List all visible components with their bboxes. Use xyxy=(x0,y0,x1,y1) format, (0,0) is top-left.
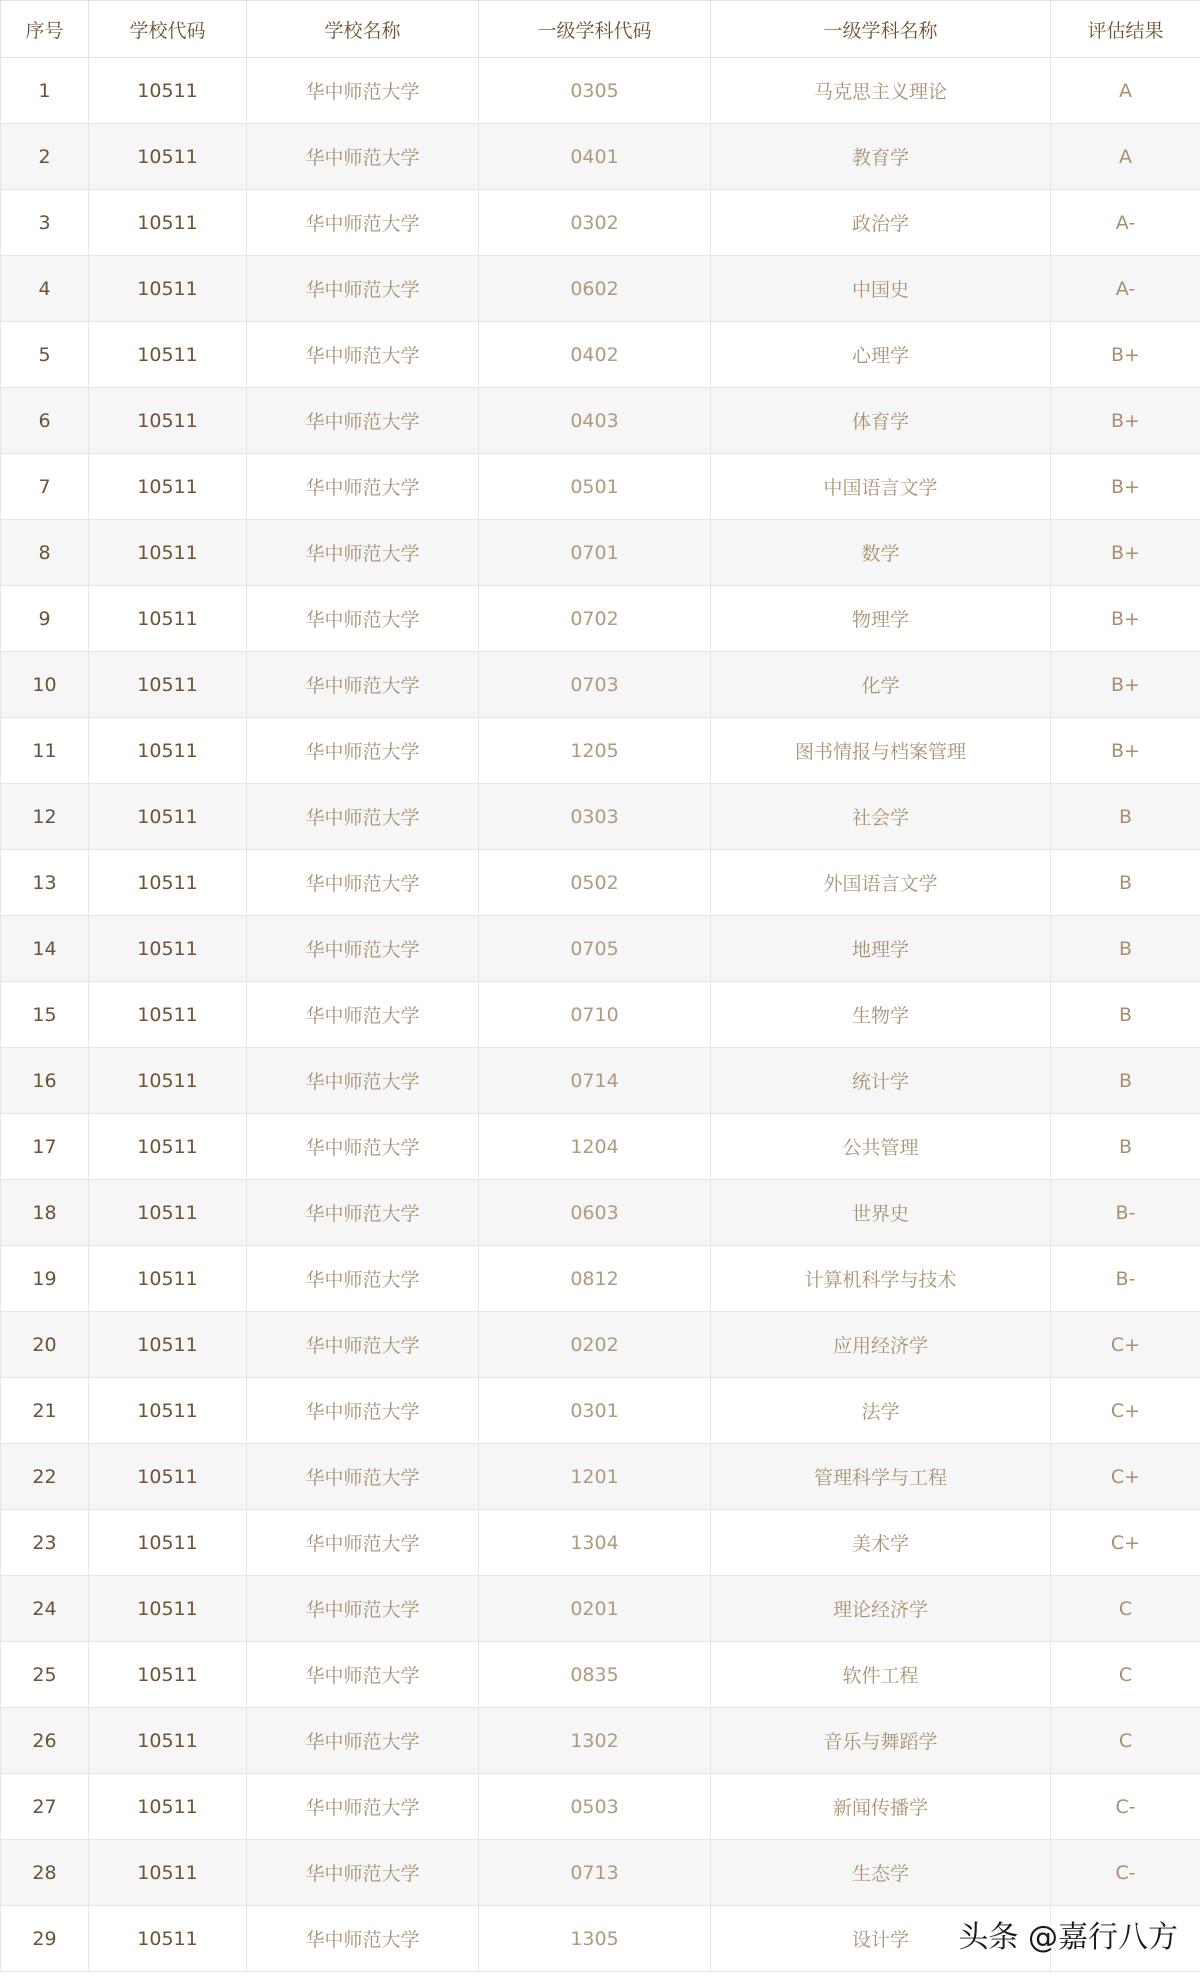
school-name: 华中师范大学 xyxy=(247,1906,479,1972)
school-code: 10511 xyxy=(89,1708,247,1774)
discipline-name: 体育学 xyxy=(711,388,1051,454)
evaluation-result: B- xyxy=(1051,1246,1200,1312)
discipline-code: 0303 xyxy=(479,784,711,850)
school-code: 10511 xyxy=(89,58,247,124)
evaluation-result: B xyxy=(1051,982,1200,1048)
table-row xyxy=(1,124,1200,190)
row-index: 3 xyxy=(1,190,89,256)
discipline-code: 0402 xyxy=(479,322,711,388)
evaluation-result: C+ xyxy=(1051,1510,1200,1576)
table-header xyxy=(1,1,1200,58)
table-row xyxy=(1,58,1200,124)
table-row xyxy=(1,1378,1200,1444)
discipline-name: 计算机科学与技术 xyxy=(711,1246,1051,1312)
school-code: 10511 xyxy=(89,586,247,652)
school-code: 10511 xyxy=(89,1312,247,1378)
row-index: 15 xyxy=(1,982,89,1048)
table-row xyxy=(1,982,1200,1048)
discipline-code: 0401 xyxy=(479,124,711,190)
row-index: 29 xyxy=(1,1906,89,1972)
discipline-code: 0302 xyxy=(479,190,711,256)
discipline-name: 外国语言文学 xyxy=(711,850,1051,916)
row-index: 19 xyxy=(1,1246,89,1312)
row-index: 6 xyxy=(1,388,89,454)
school-code: 10511 xyxy=(89,652,247,718)
row-index: 16 xyxy=(1,1048,89,1114)
row-index: 12 xyxy=(1,784,89,850)
evaluation-result: C xyxy=(1051,1576,1200,1642)
discipline-code: 0702 xyxy=(479,586,711,652)
row-index: 28 xyxy=(1,1840,89,1906)
table-row xyxy=(1,586,1200,652)
discipline-name: 中国史 xyxy=(711,256,1051,322)
school-code: 10511 xyxy=(89,256,247,322)
school-name: 华中师范大学 xyxy=(247,388,479,454)
row-index: 27 xyxy=(1,1774,89,1840)
school-name: 华中师范大学 xyxy=(247,1642,479,1708)
row-index: 1 xyxy=(1,58,89,124)
discipline-name: 设计学 xyxy=(711,1906,1051,1972)
table-row xyxy=(1,388,1200,454)
discipline-code: 1205 xyxy=(479,718,711,784)
discipline-code: 0602 xyxy=(479,256,711,322)
header-index: 序号 xyxy=(1,1,89,58)
school-name: 华中师范大学 xyxy=(247,1708,479,1774)
table-row xyxy=(1,1444,1200,1510)
discipline-name: 图书情报与档案管理 xyxy=(711,718,1051,784)
evaluation-result: B xyxy=(1051,850,1200,916)
table-row xyxy=(1,1246,1200,1312)
table-row xyxy=(1,1774,1200,1840)
school-name: 华中师范大学 xyxy=(247,1246,479,1312)
school-code: 10511 xyxy=(89,1642,247,1708)
discipline-name: 管理科学与工程 xyxy=(711,1444,1051,1510)
evaluation-result: B xyxy=(1051,1048,1200,1114)
row-index: 9 xyxy=(1,586,89,652)
table-row xyxy=(1,1048,1200,1114)
discipline-name: 统计学 xyxy=(711,1048,1051,1114)
school-name: 华中师范大学 xyxy=(247,718,479,784)
row-index: 17 xyxy=(1,1114,89,1180)
row-index: 7 xyxy=(1,454,89,520)
discipline-name: 新闻传播学 xyxy=(711,1774,1051,1840)
discipline-code: 0714 xyxy=(479,1048,711,1114)
discipline-code: 0201 xyxy=(479,1576,711,1642)
school-code: 10511 xyxy=(89,190,247,256)
school-code: 10511 xyxy=(89,1114,247,1180)
school-name: 华中师范大学 xyxy=(247,322,479,388)
row-index: 24 xyxy=(1,1576,89,1642)
table-row xyxy=(1,784,1200,850)
discipline-name: 物理学 xyxy=(711,586,1051,652)
school-name: 华中师范大学 xyxy=(247,1774,479,1840)
evaluation-result: B+ xyxy=(1051,520,1200,586)
evaluation-result: B xyxy=(1051,1114,1200,1180)
school-name: 华中师范大学 xyxy=(247,454,479,520)
school-code: 10511 xyxy=(89,124,247,190)
school-code: 10511 xyxy=(89,850,247,916)
discipline-name: 心理学 xyxy=(711,322,1051,388)
discipline-code: 1305 xyxy=(479,1906,711,1972)
discipline-name: 地理学 xyxy=(711,916,1051,982)
discipline-name: 生物学 xyxy=(711,982,1051,1048)
school-code: 10511 xyxy=(89,1774,247,1840)
school-name: 华中师范大学 xyxy=(247,1114,479,1180)
evaluation-result: B+ xyxy=(1051,718,1200,784)
row-index: 4 xyxy=(1,256,89,322)
discipline-code: 1204 xyxy=(479,1114,711,1180)
row-index: 18 xyxy=(1,1180,89,1246)
school-code: 10511 xyxy=(89,1906,247,1972)
school-code: 10511 xyxy=(89,1378,247,1444)
discipline-name: 法学 xyxy=(711,1378,1051,1444)
table-row xyxy=(1,1114,1200,1180)
school-name: 华中师范大学 xyxy=(247,1180,479,1246)
school-name: 华中师范大学 xyxy=(247,982,479,1048)
discipline-code: 0701 xyxy=(479,520,711,586)
school-code: 10511 xyxy=(89,388,247,454)
school-name: 华中师范大学 xyxy=(247,1576,479,1642)
school-name: 华中师范大学 xyxy=(247,1048,479,1114)
school-code: 10511 xyxy=(89,916,247,982)
school-code: 10511 xyxy=(89,1444,247,1510)
discipline-code: 0301 xyxy=(479,1378,711,1444)
evaluation-result: C xyxy=(1051,1708,1200,1774)
evaluation-result: A xyxy=(1051,124,1200,190)
discipline-code: 1201 xyxy=(479,1444,711,1510)
table-row xyxy=(1,916,1200,982)
header-discipline-code: 一级学科代码 xyxy=(479,1,711,58)
school-code: 10511 xyxy=(89,520,247,586)
evaluation-result: B+ xyxy=(1051,586,1200,652)
header-school-code: 学校代码 xyxy=(89,1,247,58)
school-name: 华中师范大学 xyxy=(247,916,479,982)
discipline-name: 理论经济学 xyxy=(711,1576,1051,1642)
row-index: 2 xyxy=(1,124,89,190)
table-row xyxy=(1,520,1200,586)
school-code: 10511 xyxy=(89,1510,247,1576)
discipline-name: 化学 xyxy=(711,652,1051,718)
row-index: 14 xyxy=(1,916,89,982)
evaluation-result: C+ xyxy=(1051,1444,1200,1510)
table-row xyxy=(1,1180,1200,1246)
discipline-name: 数学 xyxy=(711,520,1051,586)
discipline-name: 教育学 xyxy=(711,124,1051,190)
table-body xyxy=(1,58,1200,1972)
school-name: 华中师范大学 xyxy=(247,256,479,322)
row-index: 11 xyxy=(1,718,89,784)
discipline-name: 马克思主义理论 xyxy=(711,58,1051,124)
table-row xyxy=(1,1840,1200,1906)
row-index: 20 xyxy=(1,1312,89,1378)
discipline-code: 0603 xyxy=(479,1180,711,1246)
evaluation-result: C xyxy=(1051,1642,1200,1708)
school-name: 华中师范大学 xyxy=(247,850,479,916)
discipline-name: 音乐与舞蹈学 xyxy=(711,1708,1051,1774)
school-name: 华中师范大学 xyxy=(247,58,479,124)
table-row xyxy=(1,1708,1200,1774)
discipline-code: 0705 xyxy=(479,916,711,982)
evaluation-result: B+ xyxy=(1051,454,1200,520)
table-row xyxy=(1,256,1200,322)
discipline-code: 0502 xyxy=(479,850,711,916)
evaluation-result: A xyxy=(1051,58,1200,124)
evaluation-result: C- xyxy=(1051,1840,1200,1906)
school-code: 10511 xyxy=(89,784,247,850)
discipline-code: 0703 xyxy=(479,652,711,718)
evaluation-result: B+ xyxy=(1051,388,1200,454)
evaluation-result: C+ xyxy=(1051,1312,1200,1378)
school-name: 华中师范大学 xyxy=(247,1840,479,1906)
table-row xyxy=(1,454,1200,520)
discipline-code: 0710 xyxy=(479,982,711,1048)
school-name: 华中师范大学 xyxy=(247,652,479,718)
school-code: 10511 xyxy=(89,1048,247,1114)
school-name: 华中师范大学 xyxy=(247,1510,479,1576)
table-row xyxy=(1,190,1200,256)
discipline-code: 1302 xyxy=(479,1708,711,1774)
discipline-code: 0403 xyxy=(479,388,711,454)
evaluation-result: B- xyxy=(1051,1180,1200,1246)
school-code: 10511 xyxy=(89,1840,247,1906)
row-index: 5 xyxy=(1,322,89,388)
row-index: 26 xyxy=(1,1708,89,1774)
discipline-code: 0305 xyxy=(479,58,711,124)
discipline-name: 社会学 xyxy=(711,784,1051,850)
school-code: 10511 xyxy=(89,454,247,520)
table-row xyxy=(1,652,1200,718)
discipline-name: 公共管理 xyxy=(711,1114,1051,1180)
evaluation-result: A- xyxy=(1051,190,1200,256)
header-result: 评估结果 xyxy=(1051,1,1200,58)
discipline-code: 1304 xyxy=(479,1510,711,1576)
discipline-name: 政治学 xyxy=(711,190,1051,256)
discipline-name: 应用经济学 xyxy=(711,1312,1051,1378)
header-discipline-name: 一级学科名称 xyxy=(711,1,1051,58)
row-index: 8 xyxy=(1,520,89,586)
evaluation-result: C+ xyxy=(1051,1378,1200,1444)
school-code: 10511 xyxy=(89,718,247,784)
table-row xyxy=(1,1312,1200,1378)
discipline-code: 0503 xyxy=(479,1774,711,1840)
discipline-name: 生态学 xyxy=(711,1840,1051,1906)
school-code: 10511 xyxy=(89,322,247,388)
school-name: 华中师范大学 xyxy=(247,190,479,256)
discipline-code: 0812 xyxy=(479,1246,711,1312)
school-code: 10511 xyxy=(89,1180,247,1246)
discipline-code: 0202 xyxy=(479,1312,711,1378)
school-name: 华中师范大学 xyxy=(247,1378,479,1444)
table-row xyxy=(1,850,1200,916)
row-index: 21 xyxy=(1,1378,89,1444)
school-code: 10511 xyxy=(89,1246,247,1312)
school-name: 华中师范大学 xyxy=(247,520,479,586)
table-row xyxy=(1,1642,1200,1708)
evaluation-result: B xyxy=(1051,916,1200,982)
discipline-code: 0501 xyxy=(479,454,711,520)
discipline-name: 软件工程 xyxy=(711,1642,1051,1708)
table-row xyxy=(1,322,1200,388)
evaluation-result: B+ xyxy=(1051,322,1200,388)
row-index: 13 xyxy=(1,850,89,916)
row-index: 10 xyxy=(1,652,89,718)
discipline-name: 中国语言文学 xyxy=(711,454,1051,520)
row-index: 25 xyxy=(1,1642,89,1708)
discipline-name: 美术学 xyxy=(711,1510,1051,1576)
school-code: 10511 xyxy=(89,982,247,1048)
row-index: 22 xyxy=(1,1444,89,1510)
evaluation-result: A- xyxy=(1051,256,1200,322)
discipline-code: 0713 xyxy=(479,1840,711,1906)
school-name: 华中师范大学 xyxy=(247,1444,479,1510)
table-row xyxy=(1,1576,1200,1642)
school-name: 华中师范大学 xyxy=(247,124,479,190)
header-row xyxy=(1,1,1200,58)
header-school-name: 学校名称 xyxy=(247,1,479,58)
watermark: 头条 @嘉行八方 xyxy=(958,1920,1178,1955)
row-index: 23 xyxy=(1,1510,89,1576)
table-row xyxy=(1,718,1200,784)
table-row xyxy=(1,1510,1200,1576)
evaluation-result: B+ xyxy=(1051,652,1200,718)
evaluation-result: B xyxy=(1051,784,1200,850)
school-name: 华中师范大学 xyxy=(247,784,479,850)
evaluation-result: C- xyxy=(1051,1774,1200,1840)
school-code: 10511 xyxy=(89,1576,247,1642)
school-name: 华中师范大学 xyxy=(247,586,479,652)
discipline-name: 世界史 xyxy=(711,1180,1051,1246)
school-name: 华中师范大学 xyxy=(247,1312,479,1378)
discipline-code: 0835 xyxy=(479,1642,711,1708)
